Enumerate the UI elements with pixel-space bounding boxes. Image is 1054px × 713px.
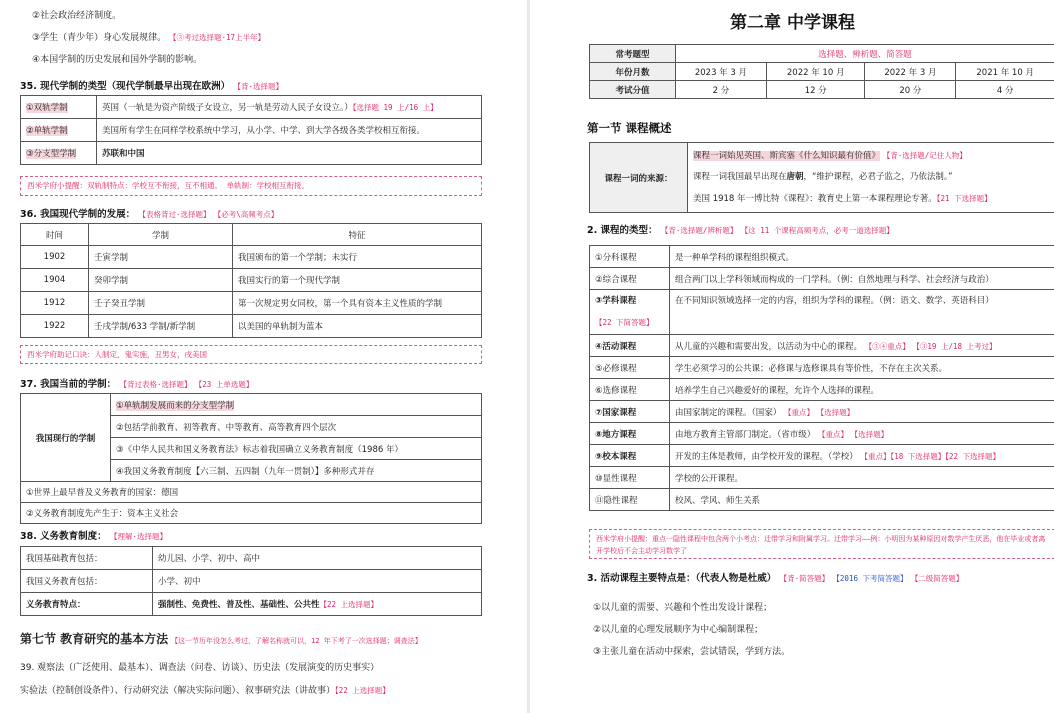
s2-row: [590, 246, 1054, 268]
s3-tag1: 【背·简答题】: [779, 574, 830, 583]
s37-item: ②包括学前教育、初等教育、中等教育、高等教育四个层次: [111, 416, 482, 438]
s38-value: 幼儿园、小学、初中、高中: [153, 547, 482, 570]
s2-desc: 组合两门以上学科领域而构成的一门学科。（例：自然地理与科学、社会经济与政治）: [670, 268, 1054, 290]
s2-name: ②综合课程: [590, 268, 670, 290]
s36-row: [21, 269, 482, 292]
s3-tag2: 【2016 下考简答题】: [832, 574, 908, 583]
exam-score: 2 分: [676, 81, 767, 99]
s2-desc: 学生必须学习的公共课；必修课与选修课具有等价性，不存在主次关系。: [670, 357, 1054, 379]
s2-desc: 在不同知识领域选择一定的内容，组织为学科的课程。（例：语文、数学、英语科目）: [670, 290, 1054, 335]
sec7-title: 第七节 教育研究的基本方法: [20, 632, 169, 646]
top-item-2: ②社会政治经济制度。: [32, 11, 122, 21]
s3-item: ②以儿童的心理发展顺序为中心编制课程；: [593, 625, 764, 635]
s38-table: [20, 546, 482, 616]
origin-line-2: 课程一词我国最早出现在唐朝，“维护课程，必君子监之，乃依法制。”: [693, 172, 953, 182]
s2-row: [590, 290, 1054, 335]
origin-line-1: 课程一词始见英国、斯宾塞《什么知识最有价值》 【背·选择题/记住人物】: [693, 151, 967, 161]
s36-system: 壬子癸丑学制: [89, 292, 233, 315]
s2-name: ④活动课程: [590, 335, 670, 357]
exam-score: 20 分: [865, 81, 956, 99]
s2-title: 2. 课程的类型：: [587, 225, 658, 236]
s2-name: ③学科课程 【22 下简答题】: [590, 290, 670, 335]
s3-title: 3. 活动课程主要特点是：（代表人物是杜威）: [587, 573, 777, 584]
exam-type-value: 选择题、辨析题、简答题: [676, 45, 1054, 63]
exam-date: 2023 年 3 月: [676, 63, 767, 81]
origin-label: 课程一词的来源：: [590, 143, 688, 213]
page-divider: [527, 0, 530, 713]
s36-year: 1902: [21, 246, 89, 269]
sec7-line-2: 实验法（控制创设条件）、行动研究法（解决实际问题）、叙事研究法（讲故事）【22 上选择题】: [20, 686, 390, 696]
s2-name: ⑩显性课程: [590, 467, 670, 489]
s2-name: ⑦国家课程: [590, 401, 670, 423]
s36-header: 特征: [233, 224, 482, 246]
s37-world-1: ①世界上最早普及义务教育的国家：德国: [21, 482, 482, 503]
origin-line-3: 美国 1918 年一博比特《课程》：教育史上第一本课程理论专著。【21 下选择题】: [693, 194, 992, 204]
s36-system: 壬寅学制: [89, 246, 233, 269]
s35-heading: [20, 78, 283, 92]
s2-row: [590, 268, 1054, 290]
s2-desc: 学校的公开课程。: [670, 467, 1054, 489]
s2-row: [590, 423, 1054, 445]
origin-content: [688, 143, 1054, 213]
s2-name: ①分科课程: [590, 246, 670, 268]
s38-value: 强制性、免费性、普及性、基础性、公共性【22 上选择题】: [153, 593, 482, 616]
s38-value: 小学、初中: [153, 570, 482, 593]
s35-tip: 西米学府小提醒：双轨制特点：学校互不衔接，互不相通。 单轨制：学校相互衔接。: [20, 176, 482, 196]
s35-row-name: ③分支型学制: [21, 142, 97, 165]
s2-tag2: 【这 11 个课程高频考点，必考一道选择题】: [740, 226, 894, 235]
s3-item: ③主张儿童在活动中探索，尝试错误，学到方法。: [593, 647, 791, 657]
s37-tag2: 【23 上单选题】: [194, 380, 254, 389]
s35-row-desc: 美国所有学生在同样学校系统中学习，从小学、中学、到大学各级各类学校相互衔接。: [97, 119, 482, 142]
s37-item: ①单轨制发展而来的分支型学制: [111, 394, 482, 416]
s36-feature: 以美国的单轨制为蓝本: [233, 315, 482, 338]
s35-row-name: ②单轨学制: [21, 119, 97, 142]
s36-feature: 第一次规定男女同校，第一个具有资本主义性质的学制: [233, 292, 482, 315]
left-page: [0, 0, 526, 713]
s2-name: ⑥选修课程: [590, 379, 670, 401]
s35-row: [21, 119, 482, 142]
s2-desc: 校风、学风、师生关系: [670, 489, 1054, 511]
s2-table: [589, 245, 1054, 511]
exam-date: 2021 年 10 月: [956, 63, 1054, 81]
s38-row: [21, 593, 482, 616]
exam-label-score: 考试分值: [590, 81, 676, 99]
s35-row-name: ①双轨学制: [21, 96, 97, 119]
s38-tag: 【理解·选择题】: [109, 532, 167, 541]
s36-year: 1904: [21, 269, 89, 292]
s35-row-desc: 英国（一轨是为资产阶级子女设立，另一轨是劳动人民子女设立。）【选择题 19 上/16 上】: [97, 96, 482, 119]
s36-row: [21, 315, 482, 338]
s36-feature: 我国实行的第一个现代学制: [233, 269, 482, 292]
s37-world-2: ②义务教育制度先产生于：资本主义社会: [21, 503, 482, 524]
s2-row: [590, 335, 1054, 357]
exam-table: [589, 44, 1054, 99]
s3-tag3: 【二级简答题】: [910, 574, 964, 583]
s2-row: [590, 489, 1054, 511]
s38-heading: [20, 528, 167, 542]
s2-desc: 是一种单学科的课程组织模式。: [670, 246, 1054, 268]
top-item-3-tag: 【③考过选择题·17上半年】: [168, 33, 265, 42]
exam-score: 4 分: [956, 81, 1054, 99]
s2-name: ⑪隐性课程: [590, 489, 670, 511]
right-page: [531, 0, 1054, 713]
s37-tag1: 【背过表格·选择题】: [119, 380, 192, 389]
s2-heading: [587, 222, 894, 236]
s36-year: 1912: [21, 292, 89, 315]
s35-title: 35. 现代学制的类型（现代学制最早出现在欧洲）: [20, 81, 231, 92]
s37-label: 我国现行的学制: [21, 394, 111, 482]
s2-row: [590, 445, 1054, 467]
exam-score: 12 分: [766, 81, 865, 99]
s2-row: [590, 357, 1054, 379]
s36-feature: 我国颁布的第一个学制；未实行: [233, 246, 482, 269]
s2-tip: 西米学府小提醒：重点一隐性课程中包含两个小考点：迁带学习和附属学习。迁带学习——例：小明因为某种原因对数学产生厌恶，他在毕业或者离开学校后不会主动学习数学了: [589, 529, 1054, 559]
s35-row: [21, 96, 482, 119]
s36-title: 36. 我国现代学制的发展：: [20, 209, 136, 220]
s2-row: [590, 379, 1054, 401]
top-item-3-text: ③学生（青少年）身心发展规律。: [32, 33, 167, 43]
sec1-title: 第一节 课程概述: [587, 121, 672, 135]
s2-desc: 从儿童的兴趣和需要出发，以活动为中心的课程。 【③④重点】 【③19 上/18 上考过】: [670, 335, 1054, 357]
s36-header: 学制: [89, 224, 233, 246]
s37-title: 37. 我国当前的学制：: [20, 379, 117, 390]
s2-tag1: 【背·选择题/辨析题】: [660, 226, 738, 235]
origin-table: [589, 142, 1054, 213]
s2-extra-tag: 【22 下简答题】: [595, 318, 654, 327]
s36-tag1: 【表格背过·选择题】: [138, 210, 211, 219]
top-item-4: ④本国学制的历史发展和国外学制的影响。: [32, 55, 203, 65]
sec7-line-1: 39. 观察法（广泛使用、最基本）、调查法（问卷、访谈）、历史法（发展演变的历史事实）: [20, 663, 380, 673]
s2-desc: 由国家制定的课程。（国家） 【重点】 【选择题】: [670, 401, 1054, 423]
s38-row: [21, 570, 482, 593]
s35-row: [21, 142, 482, 165]
s38-key: 我国基础教育包括：: [21, 547, 153, 570]
exam-date: 2022 年 3 月: [865, 63, 956, 81]
s38-title: 38. 义务教育制度：: [20, 531, 107, 542]
s36-row: [21, 246, 482, 269]
s38-key: 义务教育特点：: [21, 593, 153, 616]
s35-table: [20, 95, 482, 165]
s37-item: ③《中华人民共和国义务教育法》标志着我国确立义务教育制度（1986 年）: [111, 438, 482, 460]
top-item-3: [32, 30, 265, 43]
exam-label-type: 常考题型: [590, 45, 676, 63]
s3-heading: [587, 570, 963, 584]
s36-year: 1922: [21, 315, 89, 338]
s2-row: [590, 467, 1054, 489]
s36-header-row: [21, 224, 482, 246]
s36-system: 壬戌学制/633 学制/新学制: [89, 315, 233, 338]
sec7-line-2-tag: 【22 上选择题】: [335, 686, 390, 695]
exam-date: 2022 年 10 月: [766, 63, 865, 81]
s37-heading: [20, 376, 253, 390]
s36-header: 时间: [21, 224, 89, 246]
s35-row-desc: 苏联和中国: [97, 142, 482, 165]
s36-tag2: 【必考\高频考点】: [213, 210, 279, 219]
s2-name: ⑤必修课程: [590, 357, 670, 379]
sec7-tag: 【这一节历年没怎么考过，了解名称就可以，12 年下考了一次选择题；调查法】: [171, 637, 422, 645]
s2-desc: 由地方教育主管部门制定。（省市级） 【重点】 【选择题】: [670, 423, 1054, 445]
s3-item: ①以儿童的需要、兴趣和个性出发设计课程；: [593, 603, 773, 613]
s2-name: ⑧地方课程: [590, 423, 670, 445]
s36-heading: [20, 206, 278, 220]
exam-label-date: 年份月数: [590, 63, 676, 81]
s36-table: [20, 223, 482, 338]
s38-key: 我国义务教育包括：: [21, 570, 153, 593]
s37-table: [20, 393, 482, 524]
s36-tip: 西米学府助记口诀：人制定，鬼实施，丑男女，戌美国: [20, 345, 482, 364]
s2-desc: 培养学生自己兴趣爱好的课程，允许个人选择的课程。: [670, 379, 1054, 401]
s38-row: [21, 547, 482, 570]
sec7-heading: [20, 630, 422, 647]
s37-item: ④我国义务教育制度【六三制、五四制（九年一贯制）】多种形式并存: [111, 460, 482, 482]
chapter-title: 第二章 中学课程: [730, 13, 855, 33]
s36-row: [21, 292, 482, 315]
s36-system: 癸卯学制: [89, 269, 233, 292]
s2-desc: 开发的主体是教师，由学校开发的课程。（学校） 【重点】【18 下选择题】【22 下选择题】: [670, 445, 1054, 467]
s35-tag: 【背·选择题】: [233, 82, 283, 91]
s2-name: ⑨校本课程: [590, 445, 670, 467]
s2-row: [590, 401, 1054, 423]
